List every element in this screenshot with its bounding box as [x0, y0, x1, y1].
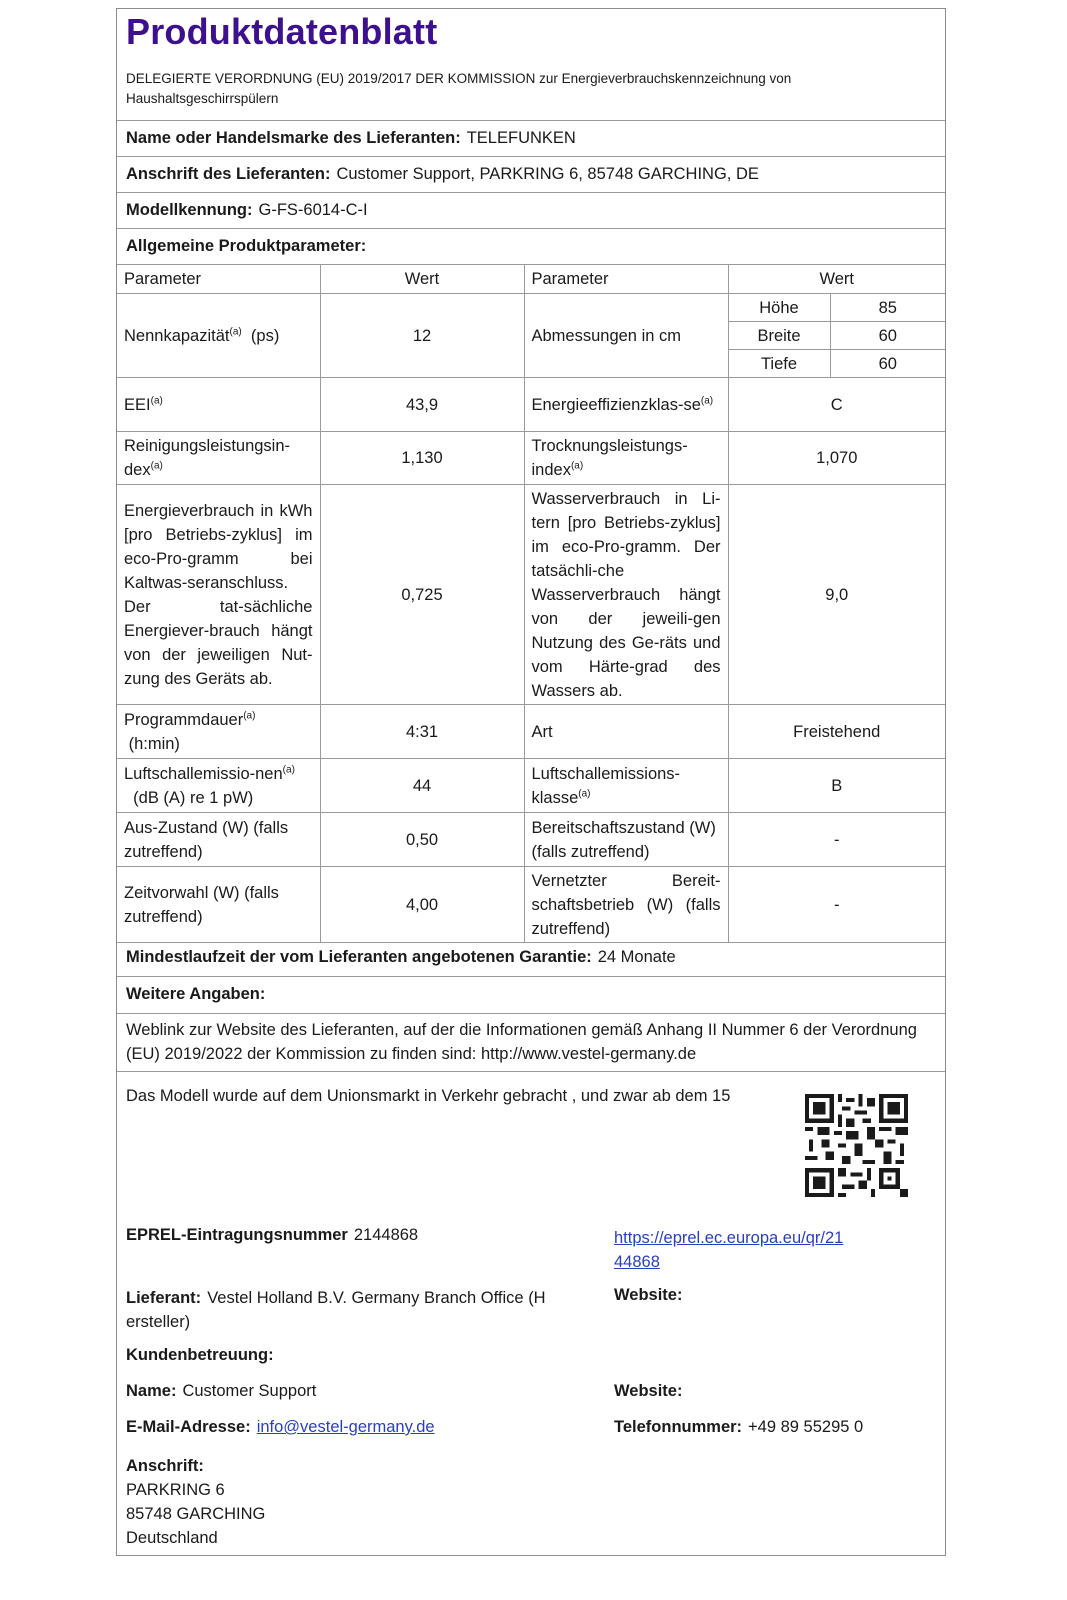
param-type: Art — [524, 705, 728, 759]
weblink-url[interactable]: http://www.vestel-germany.de — [480, 1045, 697, 1063]
dim-value-depth: 60 — [830, 350, 945, 378]
header-parameter-2: Parameter — [524, 265, 728, 294]
further-info-row — [117, 977, 945, 1014]
table-row — [117, 705, 945, 759]
supplier-name-row — [117, 121, 945, 157]
general-params-row — [117, 229, 945, 265]
supplier-name-value: TELEFUNKEN — [466, 129, 576, 147]
header-value-2: Wert — [728, 265, 945, 294]
param-drying-index: Trocknungsleistungs-index$^{(a)}$ — [524, 432, 728, 485]
supplier-name-label: Name oder Handelsmarke des Lieferanten: — [126, 129, 461, 147]
dim-label-height: Höhe — [728, 294, 830, 322]
table-row — [117, 813, 945, 867]
address-line-1: PARKRING 6 — [126, 1481, 225, 1499]
value-noise-emission: 44 — [320, 759, 524, 813]
qr-code-icon — [805, 1094, 908, 1197]
address-line-3: Deutschland — [126, 1529, 218, 1547]
eprel-link[interactable] — [614, 1226, 843, 1274]
param-standby: Bereitschaftszustand (W) (falls zutreffend) — [524, 813, 728, 867]
param-off-mode: Aus-Zustand (W) (falls zutreffend) — [117, 813, 320, 867]
contact-name-row — [126, 1382, 316, 1401]
value-energy-consumption: 0,725 — [320, 485, 524, 705]
value-noise-class: B — [728, 759, 945, 813]
qr-code[interactable] — [805, 1094, 908, 1197]
value-water-consumption: 9,0 — [728, 485, 945, 705]
contact-supplier-label: Lieferant: — [126, 1289, 202, 1307]
supplier-address-value: Customer Support, PARKRING 6, 85748 GARCHING, DE — [336, 165, 759, 183]
param-water-consumption: Wasserverbrauch in Li-tern [pro Betriebs-zyklus] im eco-Pro-gramm. Der tatsächli-che Wasserverbrauch hängt von der jeweili-gen Nutzung des Ge-räts und vom Härte-grad des Wassers ab. — [524, 485, 728, 705]
contact-name-value: Customer Support — [182, 1382, 317, 1400]
eprel-value: 2144868 — [353, 1226, 419, 1244]
param-delay-start: Zeitvorwahl (W) (falls zutreffend) — [117, 867, 320, 943]
dim-value-width: 60 — [830, 322, 945, 350]
value-cleaning-index: 1,130 — [320, 432, 524, 485]
general-params-label: Allgemeine Produktparameter: — [126, 237, 367, 255]
dim-label-depth: Tiefe — [728, 350, 830, 378]
warranty-row — [117, 940, 945, 977]
regulation-text: DELEGIERTE VERORDNUNG (EU) 2019/2017 DER KOMMISSION zur Energieverbrauchskennzeichnung von Haushaltsgeschirrspülern — [126, 71, 792, 106]
param-noise-class: Luftschallemissions-klasse$^{(a)}$ — [524, 759, 728, 813]
value-delay-start: 4,00 — [320, 867, 524, 943]
phone-value: +49 89 55295 0 — [748, 1418, 864, 1436]
param-eei: EEI$^{(a)}$ — [117, 378, 320, 432]
weblink-text: Weblink zur Website des Lieferanten, auf der die Informationen gemäß Anhang II Nummer 6 der Verordnung (EU) 2019/2022 der Kommission zu finden sind: — [126, 1021, 917, 1063]
eprel-url-line1[interactable]: https://eprel.ec.europa.eu/qr/21 — [614, 1229, 844, 1247]
value-type: Freistehend — [728, 705, 945, 759]
model-label: Modellkennung: — [126, 201, 253, 219]
param-noise-emission: Luftschallemissio-nen$^{(a)}$ (dB (A) re 1 pW) — [117, 759, 320, 813]
model-row — [117, 193, 945, 229]
weblink-row — [117, 1014, 945, 1072]
param-program-duration: Programmdauer$^{(a)}$ (h:min) — [117, 705, 320, 759]
dim-label-width: Breite — [728, 322, 830, 350]
market-placement-text: Das Modell wurde auf dem Unionsmarkt in Verkehr gebracht , und zwar ab dem 15 — [126, 1087, 731, 1105]
page-title: Produktdatenblatt — [126, 11, 438, 52]
table-row — [117, 759, 945, 813]
value-off-mode: 0,50 — [320, 813, 524, 867]
email-label: E-Mail-Adresse: — [126, 1418, 251, 1436]
phone-label: Telefonnummer: — [614, 1418, 743, 1436]
contact-phone-row — [614, 1418, 863, 1437]
table-row — [117, 485, 945, 705]
param-networked-standby: Vernetzter Bereit-schaftsbetrieb (W) (falls zutreffend) — [524, 867, 728, 943]
address-label: Anschrift: — [126, 1457, 204, 1475]
parameter-table — [117, 264, 945, 943]
supplier-address-label: Anschrift des Lieferanten: — [126, 165, 331, 183]
value-networked-standby: - — [728, 867, 945, 943]
eprel-label: EPREL-Eintragungsnummer — [126, 1226, 348, 1244]
header-section — [117, 9, 945, 121]
param-energy-class: Energieeffizienzklas-$se^{(a)}$ — [524, 378, 728, 432]
table-row — [117, 294, 945, 322]
value-eei: 43,9 — [320, 378, 524, 432]
param-capacity: Nennkapazität$^{(a)}$ (ps) — [117, 294, 320, 378]
contact-supplier-value-2: ersteller) — [126, 1313, 191, 1331]
table-header-row — [117, 265, 945, 294]
param-dimensions: Abmessungen in cm — [524, 294, 728, 378]
contact-supplier-value-1: Vestel Holland B.V. Germany Branch Office (H — [207, 1289, 546, 1307]
contact-address — [126, 1454, 265, 1550]
contact-name-label: Name: — [126, 1382, 177, 1400]
table-row — [117, 867, 945, 943]
address-line-2: 85748 GARCHING — [126, 1505, 266, 1523]
website-label-1: Website: — [614, 1286, 683, 1304]
eprel-row — [126, 1226, 418, 1245]
further-info-label: Weitere Angaben: — [126, 985, 266, 1003]
contact-email-row — [126, 1418, 435, 1437]
header-parameter-1: Parameter — [117, 265, 320, 294]
table-row — [117, 378, 945, 432]
param-cleaning-index: Reinigungsleistungsin-dex$^{(a)}$ — [117, 432, 320, 485]
warranty-value: 24 Monate — [597, 948, 676, 966]
website-label-2: Website: — [614, 1382, 683, 1400]
value-program-duration: 4:31 — [320, 705, 524, 759]
param-energy-consumption: Energieverbrauch in kWh [pro Betriebs-zyklus] im eco-Pro-gramm bei Kaltwas-seranschluss. Der tat-sächliche Energiever-brauch hängt von der jeweiligen Nut-zung des Geräts ab. — [117, 485, 320, 705]
model-value: G-FS-6014-C-I — [258, 201, 368, 219]
warranty-label: Mindestlaufzeit der vom Lieferanten angebotenen Garantie: — [126, 948, 592, 966]
email-link[interactable]: info@vestel-germany.de — [256, 1418, 435, 1436]
product-data-sheet — [116, 8, 946, 1556]
header-value-1: Wert — [320, 265, 524, 294]
supplier-contact — [126, 1286, 546, 1334]
table-row — [117, 432, 945, 485]
customer-service-label: Kundenbetreuung: — [126, 1346, 274, 1364]
value-energy-class: C — [728, 378, 945, 432]
value-drying-index: 1,070 — [728, 432, 945, 485]
supplier-address-row — [117, 157, 945, 193]
dim-value-height: 85 — [830, 294, 945, 322]
value-standby: - — [728, 813, 945, 867]
eprel-url-line2[interactable]: 44868 — [614, 1253, 660, 1271]
value-capacity: 12 — [320, 294, 524, 378]
